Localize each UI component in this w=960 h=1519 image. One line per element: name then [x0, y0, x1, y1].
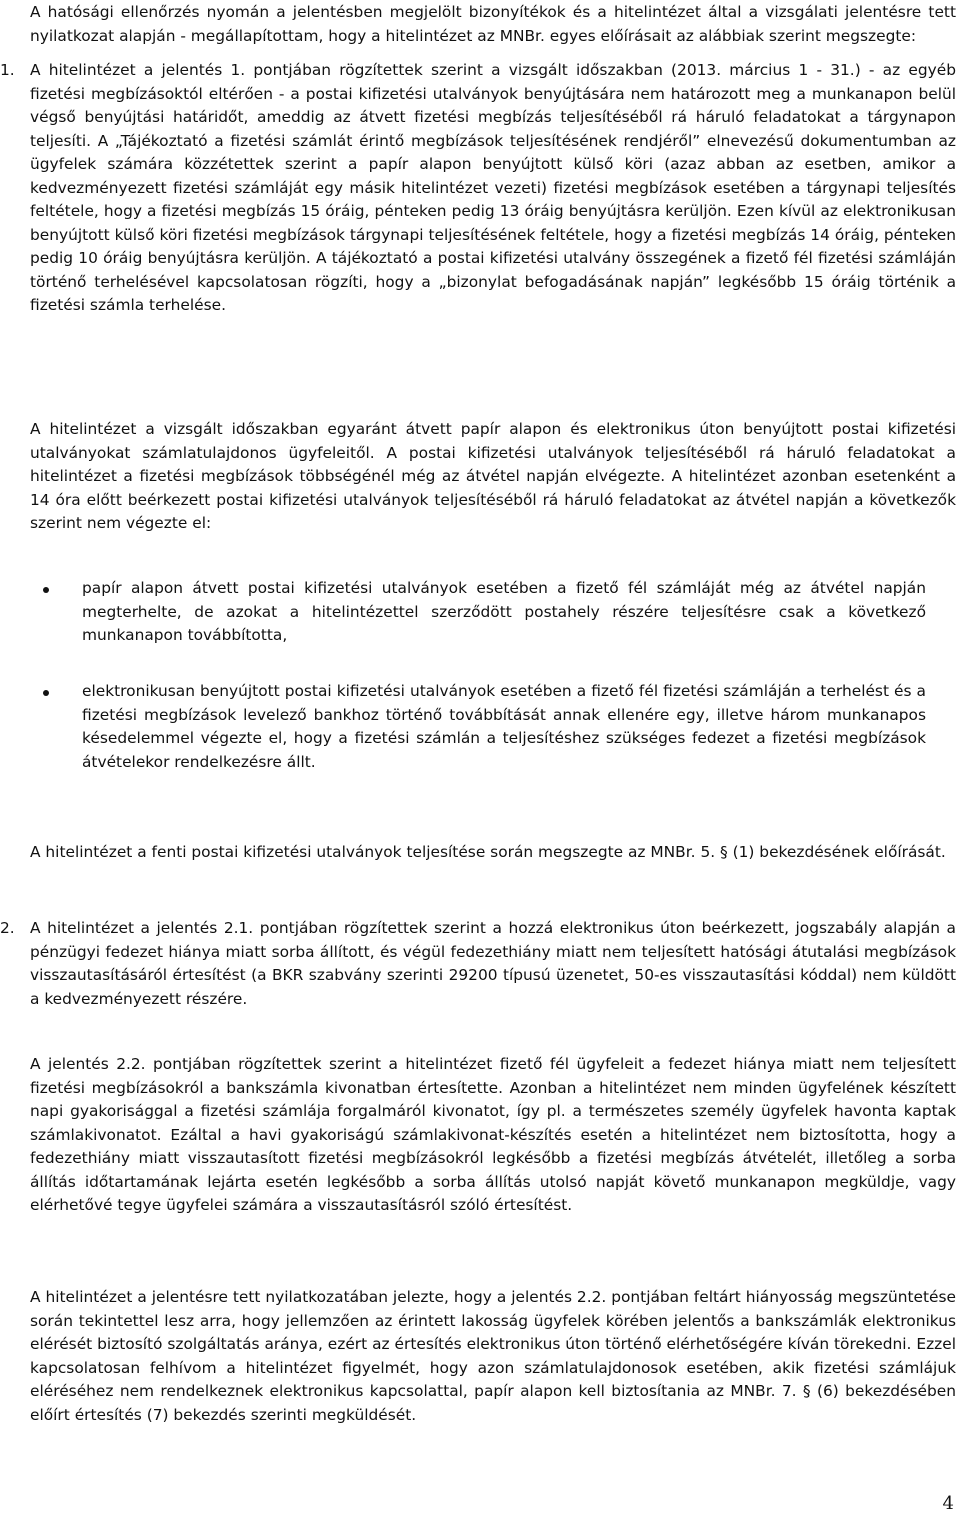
bullet-icon	[43, 690, 49, 696]
section-1-number: 1.	[0, 61, 15, 79]
section-1-paragraph-2: A hitelintézet a vizsgált időszakban egyaránt átvett papír alapon és elektronikus úton benyújtott postai kifizetési utalványokat számlatulajdonos ügyfeleitől. A postai kifizetési utalványok teljesítéséből rá háruló feladatokat a hitelintézet a fizetési megbízások többségénél még az átvétel napján elvégezte. A hitelintézet azonban esetenként a 14 óra előtt beérkezett postai kifizetési utalványok teljesítéséből rá háruló feladatokat az átvétel napján a következők szerint nem végezte el:	[30, 420, 956, 532]
section-2-number: 2.	[0, 919, 15, 937]
bullet-text: papír alapon átvett postai kifizetési utalványok esetében a fizető fél számláját még az átvétel napján megterhelte, de azokat a hitelintézettel szerződött postahely részére teljesítésre csak a következő munkanapon továbbította,	[82, 579, 926, 644]
section-2-paragraph-2: A jelentés 2.2. pontjában rögzítettek szerint a hitelintézet fizető fél ügyfeleit a fedezet hiánya miatt nem teljesített fizetési megbízásokról a bankszámla kivonatban értesítette. Azonban a hitelintézet nem minden ügyfelének készített napi gyakorisággal a fizetési számlája forgalmáról kivonatot, így pl. a természetes személy ügyfelek havonta kaptak számlakivonatot. Ezáltal a havi gyakoriságú számlakivonat-készítés esetén a hitelintézet nem biztosította, hogy a fedezethiány miatt visszautasított fizetési megbízásokról legkésőbb a fizetési megbízás átvételét, illetőleg a sorba állítás időtartamának lejárta esetén legkésőbb a sorba állítás utolsó napját követő munkanapon megküldje, vagy elérhetővé tegye ügyfelei számára a visszautasításról szóló értesítést.	[30, 1055, 956, 1214]
section-2-paragraph-1: A hitelintézet a jelentés 2.1. pontjában rögzítettek szerint a hozzá elektronikus úton beérkezett, jogszabály alapján a pénzügyi fedezet hiánya miatt sorba állított, és végül fedezethiány miatt nem teljesített hatósági átutalási megbízások visszautasításáról értesítést (a BKR szabvány szerinti 29200 típusú üzenetet, 50-es visszautasítási kóddal) nem küldött a kedvezményezett részére.	[30, 919, 956, 1008]
section-1-conclusion: A hitelintézet a fenti postai kifizetési utalványok teljesítése során megszegte az MNBr. 5. § (1) bekezdésének előírását.	[30, 843, 946, 861]
bullet-icon	[43, 587, 49, 593]
page-number: 4	[942, 1493, 954, 1514]
section-1-paragraph-1: A hitelintézet a jelentés 1. pontjában rögzítettek szerint a vizsgált időszakban (2013. március 1 - 31.) - az egyéb fizetési megbízásoktól eltérően - a postai kifizetési utalványok benyújtására nem határozott meg a munkanapon belül végső benyújtási határidőt, ameddig az átvett fizetési megbízás teljesítéséből rá háruló feladatokat a tárgynapon teljesíti. A „Tájékoztató a fizetési számlát érintő megbízások teljesítésének rendjéről” elnevezésű dokumentumban az ügyfelek számára közzétettek szerint a papír alapon benyújtott külső köri (azaz abban az esetben, amikor a kedvezményezett fizetési számláját egy másik hitelintézet vezeti) fizetési megbízások esetében a tárgynapi teljesítés feltétele, hogy a fizetési megbízás 15 óráig, pénteken pedig 13 óráig benyújtásra kerüljön. Ezen kívül az elektronikusan benyújtott külső köri fizetési megbízások tárgynapi teljesítésének feltétele, hogy a fizetési megbízás 14 óráig, pénteken pedig 10 óráig benyújtásra kerüljön. A tájékoztató a postai kifizetési utalvány összegének a fizető fél fizetési számláján történő terhelésével kapcsolatosan rögzíti, hogy a „bizonylat befogadásának napján” legkésőbb 15 óráig történik a fizetési számla terhelése.	[30, 61, 956, 314]
section-2-paragraph-3: A hitelintézet a jelentésre tett nyilatkozatában jelezte, hogy a jelentés 2.2. pontjában feltárt hiányosság megszüntetése során tekintettel lesz arra, hogy jellemzően az érintett lakosság ügyfelek körében jelentős a bankszámlák elektronikus elérését biztosító szolgáltatás aránya, ezért az értesítés elektronikus úton történő elérhetőségére kíván törekedni. Ezzel kapcsolatosan felhívom a hitelintézet figyelmét, hogy azon számlatulajdonosok esetében, akik fizetési számlájuk eléréséhez nem rendelkeznek elektronikus kapcsolattal, papír alapon kell biztosítania az MNBr. 7. § (6) bekezdésében előírt értesítés (7) bekezdés szerinti megküldését.	[30, 1288, 956, 1424]
bullet-text: elektronikusan benyújtott postai kifizetési utalványok esetében a fizető fél fizetési számláján a terhelést és a fizetési megbízások levelező bankhoz történő továbbítását annak ellenére egy, illetve három munkanapos késedelemmel végezte el, hogy a fizetési számlán a teljesítéshez szükséges fedezet a fizetési megbízások átvételekor rendelkezésre állt.	[82, 682, 926, 771]
intro-paragraph: A hatósági ellenőrzés nyomán a jelentésben megjelölt bizonyítékok és a hitelintézet által a vizsgálati jelentésre tett nyilatkozat alapján - megállapítottam, hogy a hitelintézet az MNBr. egyes előírásait az alábbiak szerint megszegte:	[30, 3, 956, 45]
